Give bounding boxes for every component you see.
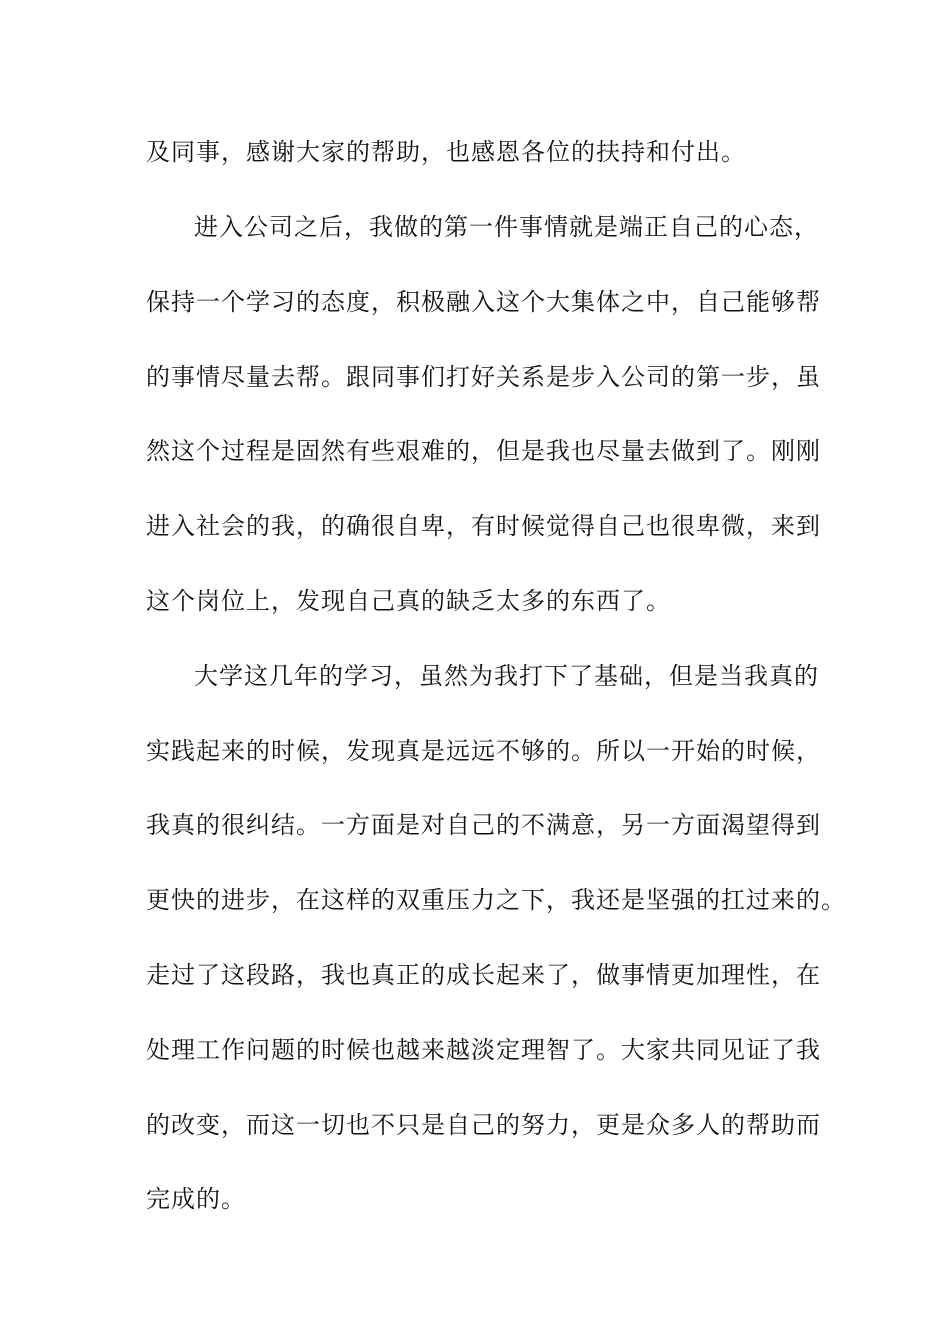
text-line: 实践起来的时候，发现真是远远不够的。所以一开始的时候， xyxy=(146,737,821,765)
text-line: 更快的进步，在这样的双重压力之下，我还是坚强的扛过来的。 xyxy=(146,886,846,914)
text-line: 的改变，而这一切也不只是自己的努力，更是众多人的帮助而 xyxy=(146,1111,821,1139)
paragraph-first-line: 大学这几年的学习，虽然为我打下了基础，但是当我真的 xyxy=(194,662,819,690)
text-line: 的事情尽量去帮。跟同事们打好关系是步入公司的第一步，虽 xyxy=(146,363,821,391)
text-line: 进入社会的我，的确很自卑，有时候觉得自己也很卑微，来到 xyxy=(146,512,821,540)
text-line: 保持一个学习的态度，积极融入这个大集体之中，自己能够帮 xyxy=(146,288,821,316)
text-line: 完成的。 xyxy=(146,1185,246,1213)
text-line: 处理工作问题的时候也越来越淡定理智了。大家共同见证了我 xyxy=(146,1036,821,1064)
text-line: 我真的很纠结。一方面是对自己的不满意，另一方面渴望得到 xyxy=(146,811,821,839)
text-line: 及同事，感谢大家的帮助，也感恩各位的扶持和付出。 xyxy=(146,138,746,166)
text-line: 走过了这段路，我也真正的成长起来了，做事情更加理性，在 xyxy=(146,961,821,989)
text-line: 这个岗位上，发现自己真的缺乏太多的东西了。 xyxy=(146,587,671,615)
text-line: 然这个过程是固然有些艰难的，但是我也尽量去做到了。刚刚 xyxy=(146,437,821,465)
paragraph-first-line: 进入公司之后，我做的第一件事情就是端正自己的心态， xyxy=(194,213,819,241)
